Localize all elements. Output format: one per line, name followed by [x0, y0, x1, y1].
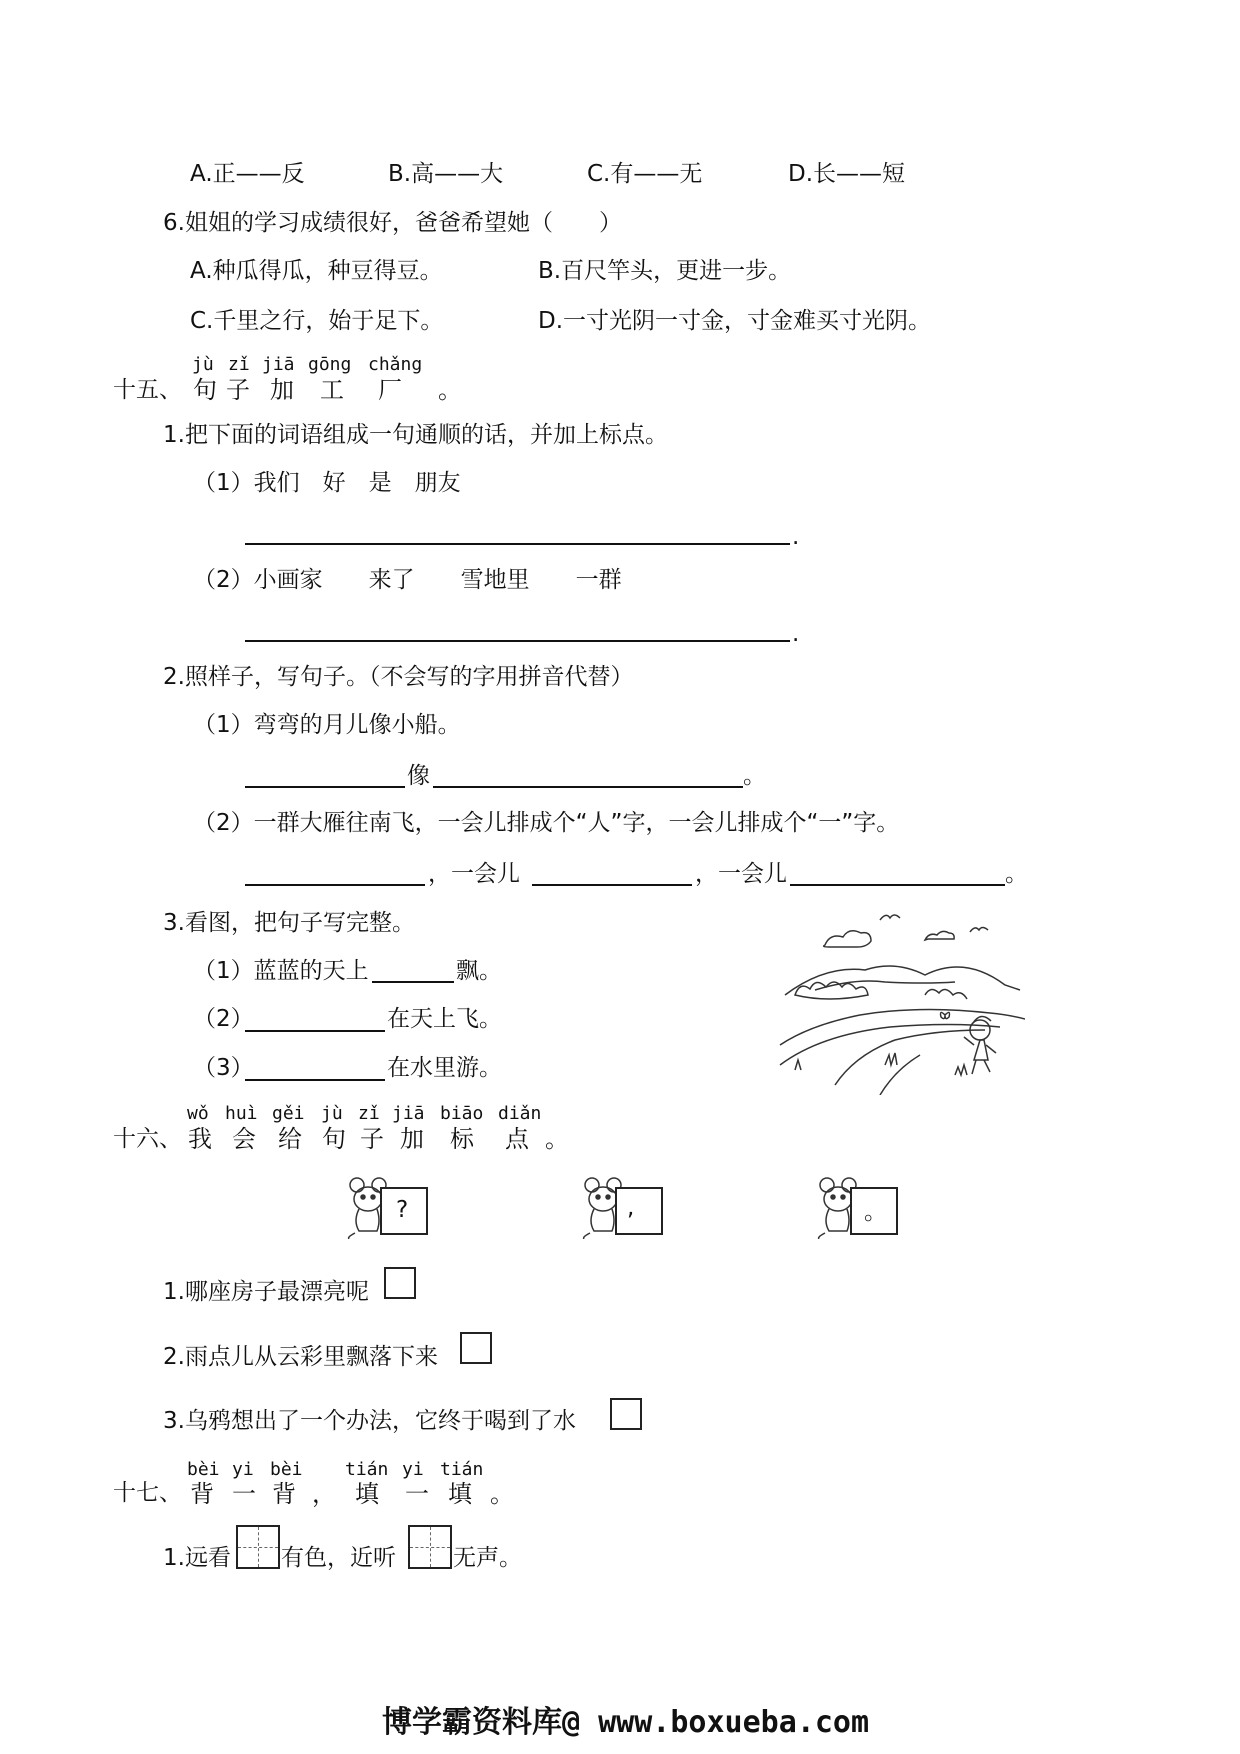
s15-q2-part2: （2）一群大雁往南飞，一会儿排成个“人”字，一会儿排成个“一”字。	[193, 810, 900, 836]
tian-grid-box[interactable]	[408, 1525, 452, 1569]
comma-mark: ,	[627, 1195, 635, 1221]
heading-char: 给	[278, 1125, 302, 1153]
heading-char: 标	[450, 1125, 474, 1153]
s15-q3-part1-end: 飘。	[456, 958, 502, 984]
s15-question-1: 1.把下面的词语组成一句通顺的话，并加上标点。	[163, 422, 668, 448]
bird-icon	[880, 915, 900, 920]
option-d: D.长——短	[788, 161, 906, 187]
option-c: C.有——无	[587, 161, 703, 187]
heading-char: 会	[232, 1125, 256, 1153]
answer-line[interactable]	[245, 1030, 385, 1032]
answer-line[interactable]	[245, 543, 790, 545]
bird-icon	[970, 928, 988, 933]
pinyin: jiā	[392, 1103, 425, 1124]
answer-box[interactable]	[610, 1398, 642, 1430]
punctuation-card	[850, 1187, 898, 1235]
q6-option-d: D.一寸光阴一寸金，寸金难买寸光阴。	[538, 308, 932, 334]
s16-question-1: 1.哪座房子最漂亮呢	[163, 1279, 369, 1305]
s15-q3-part2: （2）	[193, 1006, 254, 1032]
heading-char: 加	[400, 1125, 424, 1153]
s15-q3-part3-end: 在水里游。	[387, 1055, 502, 1081]
answer-box[interactable]	[384, 1267, 416, 1299]
heading-char: 。	[438, 376, 462, 404]
heading-char: 工	[320, 376, 344, 404]
pinyin: jù	[321, 1103, 343, 1124]
yihuier-2: ，一会儿	[695, 861, 787, 887]
s15-q2-part1: （1）弯弯的月儿像小船。	[193, 712, 461, 738]
heading-char: 厂	[378, 376, 402, 404]
s15-q1-part2: （2）小画家 来了 雪地里 一群	[193, 567, 622, 593]
answer-line[interactable]	[433, 786, 743, 788]
heading-char: 。	[490, 1480, 514, 1508]
pinyin: huì	[225, 1103, 258, 1124]
mouse-card-comma	[580, 1175, 670, 1239]
pinyin: tián	[345, 1459, 389, 1480]
section-15-number: 十五、	[113, 377, 182, 403]
pinyin: yi	[402, 1459, 424, 1480]
option-b: B.高——大	[388, 161, 504, 187]
heading-char: 子	[226, 376, 250, 404]
heading-char: 背	[272, 1480, 296, 1508]
heading-char: 子	[360, 1125, 384, 1153]
option-a: A.正——反	[190, 161, 305, 187]
heading-char: 加	[270, 376, 294, 404]
s17-question-1-end: 无声。	[453, 1545, 522, 1571]
pinyin: gěi	[272, 1103, 305, 1124]
landscape-illustration	[775, 895, 1025, 1095]
footer-watermark: 博学霸资料库@ www.boxueba.com	[382, 1705, 870, 1740]
heading-char: 背	[190, 1480, 214, 1508]
answer-box[interactable]	[460, 1332, 492, 1364]
xiang-char: 像	[407, 763, 430, 789]
answer-line[interactable]	[245, 884, 425, 886]
punctuation-card	[380, 1187, 428, 1235]
heading-char: 填	[355, 1480, 379, 1508]
heading-char: 句	[193, 376, 217, 404]
answer-line[interactable]	[372, 981, 454, 983]
cn-period: 。	[743, 763, 766, 789]
s15-question-2: 2.照样子，写句子。（不会写的字用拼音代替）	[163, 664, 634, 690]
answer-line[interactable]	[245, 786, 405, 788]
cn-period: 。	[1005, 861, 1028, 887]
s17-question-1-start: 1.远看	[163, 1545, 231, 1571]
mouse-card-period	[815, 1175, 905, 1239]
pinyin: wǒ	[187, 1103, 209, 1124]
s15-q3-part1: （1）蓝蓝的天上	[193, 958, 369, 984]
period-mark: 。	[864, 1199, 887, 1225]
pinyin: bèi	[187, 1459, 220, 1480]
heading-char: 点	[505, 1125, 529, 1153]
heading-char: 句	[322, 1125, 346, 1153]
pinyin: bèi	[270, 1459, 303, 1480]
pinyin: zǐ	[358, 1103, 380, 1124]
section-17-number: 十七、	[113, 1480, 182, 1506]
q6-option-c: C.千里之行，始于足下。	[190, 308, 444, 334]
mouse-card-question	[345, 1175, 435, 1239]
q6-option-b: B.百尺竿头，更进一步。	[538, 258, 792, 284]
pinyin: jiā	[262, 354, 295, 375]
heading-char: 填	[448, 1480, 472, 1508]
q6-option-a: A.种瓜得瓜，种豆得豆。	[190, 258, 443, 284]
butterfly-icon	[941, 1012, 950, 1018]
tian-grid-box[interactable]	[236, 1525, 280, 1569]
pinyin: gōng	[308, 354, 352, 375]
s17-question-1-mid: 有色，近听	[281, 1545, 396, 1571]
period: .	[792, 621, 800, 647]
answer-line[interactable]	[245, 1079, 385, 1081]
cloud-icon	[824, 931, 871, 947]
answer-line[interactable]	[245, 640, 790, 642]
s16-question-2: 2.雨点儿从云彩里飘落下来	[163, 1344, 438, 1370]
heading-char: 我	[188, 1125, 212, 1153]
pinyin: jù	[192, 354, 214, 375]
pinyin: yi	[232, 1459, 254, 1480]
yihuier-1: ，一会儿	[428, 861, 520, 887]
pinyin: zǐ	[228, 354, 250, 375]
pinyin: biāo	[440, 1103, 484, 1124]
question-mark: ?	[396, 1197, 409, 1223]
pinyin: diǎn	[498, 1103, 542, 1124]
cloud-icon	[925, 931, 954, 940]
heading-char: 。	[545, 1125, 569, 1153]
s15-q1-part1: （1）我们 好 是 朋友	[193, 470, 461, 496]
answer-line[interactable]	[790, 884, 1005, 886]
pinyin: tián	[440, 1459, 484, 1480]
s15-q3-part2-end: 在天上飞。	[387, 1006, 502, 1032]
period: .	[792, 524, 800, 550]
s16-question-3: 3.乌鸦想出了一个办法，它终于喝到了水	[163, 1408, 576, 1434]
s15-q3-part3: （3）	[193, 1055, 254, 1081]
question-6: 6.姐姐的学习成绩很好，爸爸希望她（ ）	[163, 210, 622, 236]
heading-char: 一	[405, 1480, 429, 1508]
answer-line[interactable]	[532, 884, 692, 886]
heading-char: ，	[312, 1480, 336, 1508]
punctuation-card	[615, 1187, 663, 1235]
pinyin: chǎng	[368, 354, 423, 375]
heading-char: 一	[232, 1480, 256, 1508]
section-16-number: 十六、	[113, 1126, 182, 1152]
s15-question-3: 3.看图，把句子写完整。	[163, 910, 415, 936]
